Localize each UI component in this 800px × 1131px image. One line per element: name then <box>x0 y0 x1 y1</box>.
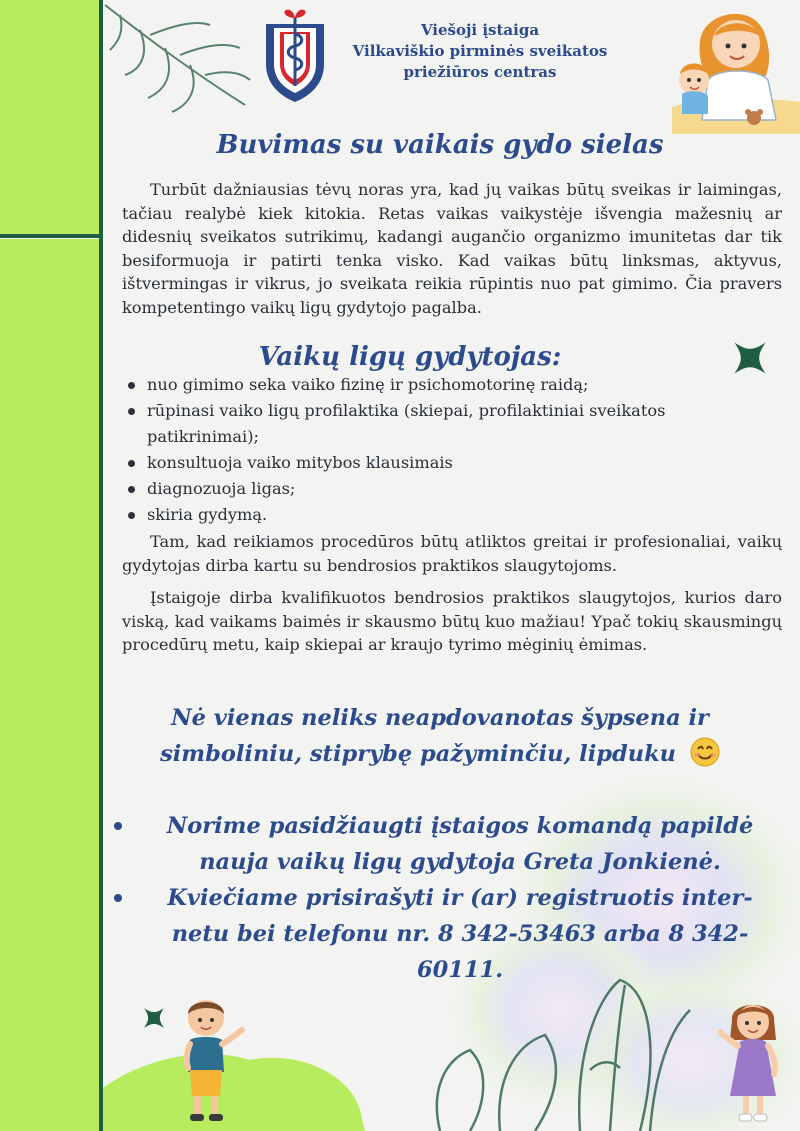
side-band-top <box>0 0 100 236</box>
announcement-item: Norime pasidžiaugti įstaigos komandą papildė nauja vaikų ligų gydytoja Greta Jonkienė. <box>108 808 780 880</box>
smile-text: Nė vienas neliks neapdovanotas šypsena ir simboliniu, stiprybę pažyminčiu, lipduku <box>160 705 709 767</box>
boy-illustration <box>176 996 246 1126</box>
body-paragraph: Tam, kad reikiamos procedūros būtų atliktos greitai ir profesionaliai, vaikų gydytojas dirba kartu su bendrosios praktikos slaugytojoms. <box>122 532 782 575</box>
page-title: Buvimas su vaikais gydo sielas <box>216 130 664 160</box>
side-divider-horizontal <box>0 234 101 238</box>
list-item: konsultuoja vaiko mitybos klausimais <box>122 450 762 476</box>
body-paragraph: Įstaigoje dirba kvalifikuotos bendrosios praktikos slaugytojos, kurios daro viską, kad vaikams baimės ir skausmo būtų kuo mažiau! Ypač tokių skausmingų procedūrų metu, kaip skiepai ar kraujo tyrimo mėginių ėmimas. <box>122 588 782 654</box>
section-heading: Vaikų ligų gydytojas: <box>258 342 562 372</box>
org-line: Viešoji įstaiga <box>420 21 540 39</box>
list-item: skiria gydymą. <box>122 502 762 528</box>
intro-paragraph: Turbūt dažniausias tėvų noras yra, kad jų vaikas būtų sveikas ir laimingas, tačiau realybė kiek kitokia. Retas vaikas vaikystėje išvengia mažesnių ar didesnių sveikatos sutrikimų, kadangi augančio organizmo imunitetas dar tik besiformuoja ir patirti tenka visko. Kad vaikas būtų linksmas, aktyvus, ištvermingas ir vikrus, jo sveikata reikia rūpintis nuo pat gimimo. Čia pravers kompetentingo vaikų ligų gydytojo pagalba. <box>122 180 782 317</box>
doctor-illustration <box>672 2 800 134</box>
list-item: nuo gimimo seka vaiko fizinę ir psichomotorinę raidą; <box>122 372 762 398</box>
announcement-list <box>108 808 780 988</box>
org-line: Vilkaviškio pirminės sveikatos <box>352 42 608 60</box>
announcement-item: Kviečiame prisirašyti ir (ar) registruotis inter-netu bei telefonu nr. 8 342-53463 arba 8 342-60111. <box>108 880 780 988</box>
duties-list <box>122 372 762 528</box>
smile-emoji-icon <box>690 737 720 767</box>
list-item: rūpinasi vaiko ligų profilaktika (skiepai, profilaktiniai sveikatos patikrinimai); <box>122 398 762 450</box>
medical-logo-icon <box>258 4 332 104</box>
sparkle-star-icon <box>140 1004 168 1032</box>
side-divider-vertical <box>99 0 103 1131</box>
smile-line <box>110 700 770 772</box>
list-item: diagnozuoja ligas; <box>122 476 762 502</box>
org-line: priežiūros centras <box>403 63 557 81</box>
organization-name <box>330 20 630 83</box>
side-band-bottom <box>0 239 100 1131</box>
girl-illustration <box>718 996 788 1126</box>
